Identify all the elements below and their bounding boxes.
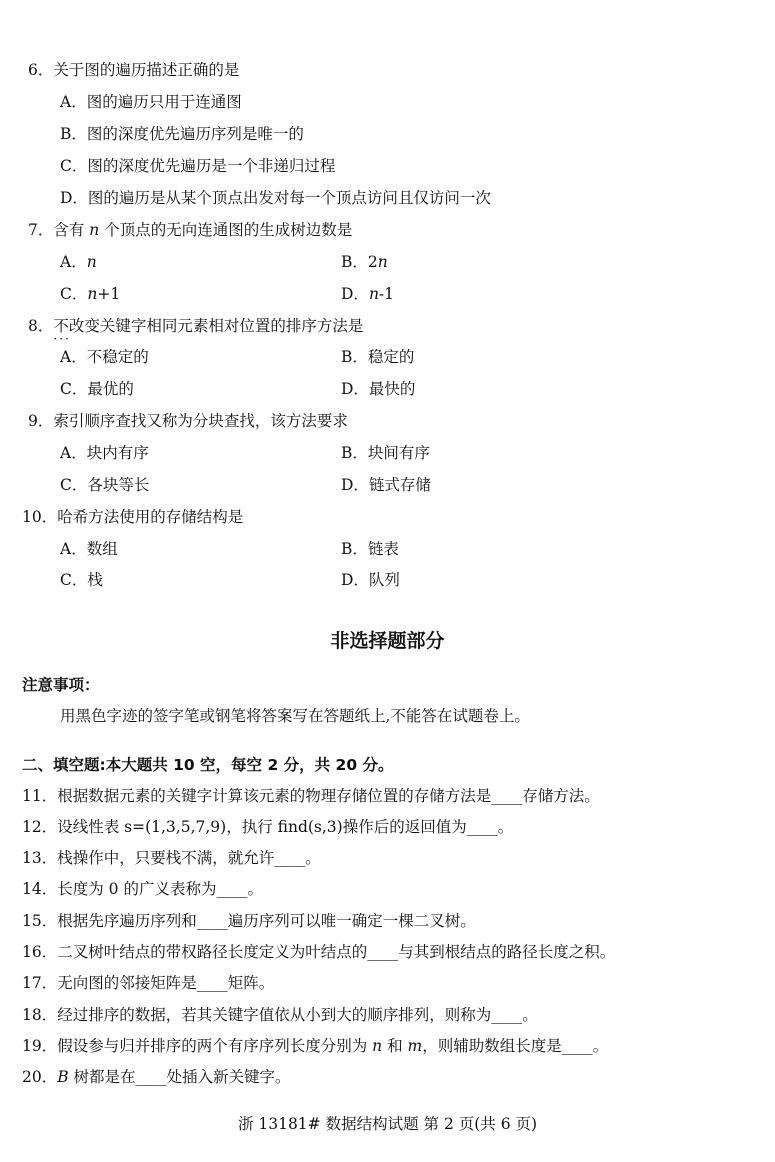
question-17: 17．无向图的邻接矩阵是____矩阵。 [22, 974, 275, 992]
q7-d-var: n [368, 285, 379, 303]
question-15: 15．根据先序遍历序列和____遍历序列可以唯一确定一棵二叉树。 [22, 912, 476, 930]
q19-var-m: m [407, 1037, 423, 1055]
page-footer: 浙 13181# 数据结构试题 第 2 页(共 6 页) [237, 1115, 538, 1133]
question-6-option-c: C．图的深度优先遍历是一个非递归过程 [60, 157, 336, 175]
q7-d-pre: D． [341, 285, 369, 303]
question-18: 18．经过排序的数据，若其关键字值依从小到大的顺序排列，则称为____。 [22, 1006, 538, 1024]
question-10-option-b: B．链表 [341, 540, 399, 558]
question-14: 14．长度为 0 的广义表称为____。 [22, 880, 263, 898]
q19-post: ，则辅助数组长度是____。 [422, 1037, 609, 1055]
question-7-option-a [60, 252, 97, 272]
notice-heading: 注意事项： [22, 676, 100, 694]
question-20 [22, 1067, 291, 1087]
question-11: 11．根据数据元素的关键字计算该元素的物理存储位置的存储方法是____存储方法。 [22, 787, 600, 805]
q19-mid: 和 [382, 1037, 408, 1055]
q7-stem-pre: 7．含有 [28, 221, 90, 239]
q7-d-post: -1 [378, 285, 395, 303]
question-10-stem: 10．哈希方法使用的存储结构是 [22, 508, 244, 526]
section-title: 非选择题部分 [330, 630, 445, 652]
question-8-option-a: A．不稳定的 [60, 348, 149, 366]
question-7-option-b [341, 252, 388, 272]
question-16: 16．二叉树叶结点的带权路径长度定义为叶结点的____与其到根结点的路径长度之积。 [22, 943, 616, 961]
question-6-option-d: D．图的遍历是从某个顶点出发对每一个顶点访问且仅访问一次 [60, 189, 491, 207]
notice-text: 用黑色字迹的签字笔或钢笔将答案写在答题纸上,不能答在试题卷上。 [60, 707, 530, 725]
question-8-stem [28, 316, 363, 336]
q20-post: 树都是在____处插入新关键字。 [68, 1068, 291, 1086]
q19-var-n: n [372, 1037, 383, 1055]
q7-c-pre: C． [60, 285, 88, 303]
question-12: 12．设线性表 s=(1,3,5,7,9)，执行 find(s,3)操作后的返回值为____。 [22, 818, 514, 836]
q8-rest: 关键字相同元素相对位置的排序方法是 [99, 317, 364, 335]
question-10-option-c: C．栈 [60, 571, 103, 589]
part2-heading: 二、填空题:本大题共 10 空，每空 2 分，共 20 分。 [22, 756, 394, 774]
q7-a-pre: A． [60, 253, 87, 271]
q7-c-post: +1 [97, 285, 121, 303]
question-9-option-a: A．块内有序 [60, 444, 149, 462]
question-8-option-c: C．最优的 [60, 380, 134, 398]
question-9-option-c: C．各块等长 [60, 476, 150, 494]
q7-stem-var: n [89, 221, 100, 239]
question-7-stem [28, 220, 352, 240]
question-19 [22, 1036, 608, 1056]
question-10-option-a: A．数组 [60, 540, 118, 558]
question-7-option-c [60, 284, 120, 304]
q19-pre: 19．假设参与归并排序的两个有序序列长度分别为 [22, 1037, 373, 1055]
question-7-option-d [341, 284, 394, 304]
question-8-option-d: D．最快的 [341, 380, 416, 398]
q7-b-var: n [377, 253, 388, 271]
q7-stem-post: 个顶点的无向连通图的生成树边数是 [99, 221, 353, 239]
question-6-option-b: B．图的深度优先遍历序列是唯一的 [60, 125, 304, 143]
question-9-stem: 9．索引顺序查找又称为分块查找，该方法要求 [28, 412, 348, 430]
q20-num: 20． [22, 1068, 58, 1086]
q7-b-pre: B．2 [341, 253, 378, 271]
question-6-stem: 6．关于图的遍历描述正确的是 [28, 61, 240, 79]
question-10-option-d: D．队列 [341, 571, 400, 589]
question-9-option-b: B．块间有序 [341, 444, 430, 462]
q8-num: 8． [28, 317, 54, 335]
q7-c-var: n [87, 285, 98, 303]
q20-var-b: B [57, 1068, 69, 1086]
question-13: 13．栈操作中，只要栈不满，就允许____。 [22, 849, 321, 867]
question-9-option-d: D．链式存储 [341, 476, 431, 494]
q7-a-var: n [86, 253, 97, 271]
q8-emphasis: 不改变 ··· [53, 317, 100, 335]
question-8-option-b: B．稳定的 [341, 348, 415, 366]
question-6-option-a: A．图的遍历只用于连通图 [60, 93, 242, 111]
